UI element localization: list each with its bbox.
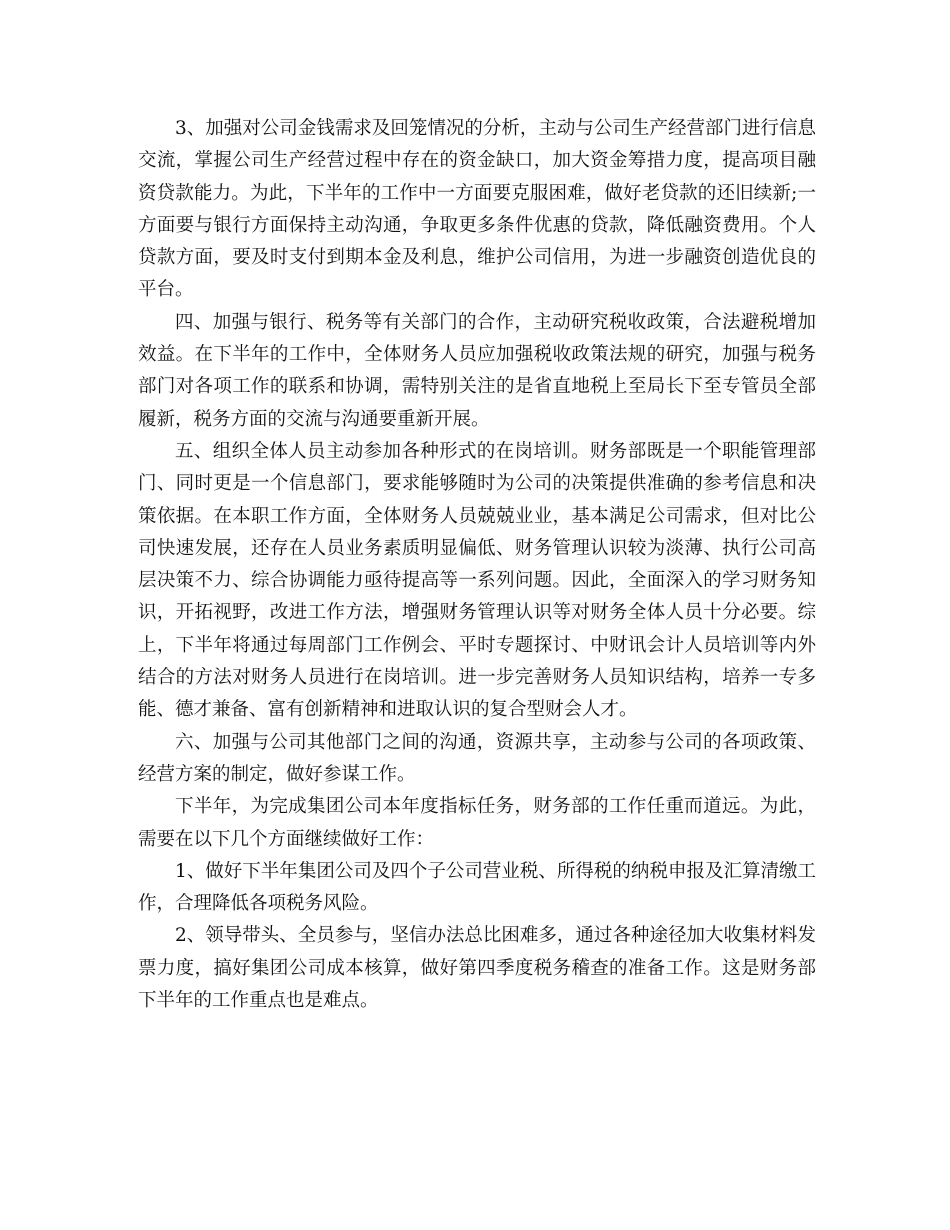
paragraph-item-2: 2、领导带头、全员参与，坚信办法总比困难多，通过各种途径加大收集材料发票力度，搞好集团公司成本核算，做好第四季度税务稽查的准备工作。这是财务部下半年的工作重点也是难点。 [138, 925, 816, 1012]
paragraph-tax-cooperation: 四、加强与银行、税务等有关部门的合作，主动研究税收政策，合法避税增加效益。在下半年的工作中，全体财务人员应加强税收政策法规的研究，加强与税务部门对各项工作的联系和协调，需特别关注的是省直地税上至局长下至专管员全部履新，税务方面的交流与沟通要重新开展。 [138, 311, 816, 430]
document-body [138, 113, 816, 1017]
paragraph-item-1: 1、做好下半年集团公司及四个子公司营业税、所得税的纳税申报及汇算清缴工作，合理降低各项税务风险。 [138, 860, 816, 915]
paragraph-training: 五、组织全体人员主动参加各种形式的在岗培训。财务部既是一个职能管理部门、同时更是一个信息部门，要求能够随时为公司的决策提供准确的参考信息和决策依据。在本职工作方面，全体财务人员兢兢业业，基本满足公司需求，但对比公司快速发展，还存在人员业务素质明显偏低、财务管理认识较为淡薄、执行公司高层决策不力、综合协调能力亟待提高等一系列问题。因此，全面深入的学习财务知识，开拓视野，改进工作方法，增强财务管理认识等对财务全体人员十分必要。综上，下半年将通过每周部门工作例会、平时专题探讨、中财讯会计人员培训等内外结合的方法对财务人员进行在岗培训。进一步完善财务人员知识结构，培养一专多能、德才兼备、富有创新精神和进取认识的复合型财会人才。 [138, 440, 816, 721]
paragraph-communication: 六、加强与公司其他部门之间的沟通，资源共享，主动参与公司的各项政策、经营方案的制定，做好参谋工作。 [138, 731, 816, 785]
paragraph-financing: 3、加强对公司金钱需求及回笼情况的分析，主动与公司生产经营部门进行信息交流，掌握公司生产经营过程中存在的资金缺口，加大资金筹措力度，提高项目融资贷款能力。为此，下半年的工作中一方面要克服困难，做好老贷款的还旧续新;一方面要与银行方面保持主动沟通，争取更多条件优惠的贷款，降低融资费用。个人贷款方面，要及时支付到期本金及利息，维护公司信用，为进一步融资创造优良的平台。 [138, 118, 816, 301]
paragraph-second-half-intro: 下半年，为完成集团公司本年度指标任务，财务部的工作任重而道远。为此，需要在以下几个方面继续做好工作： [138, 796, 816, 850]
